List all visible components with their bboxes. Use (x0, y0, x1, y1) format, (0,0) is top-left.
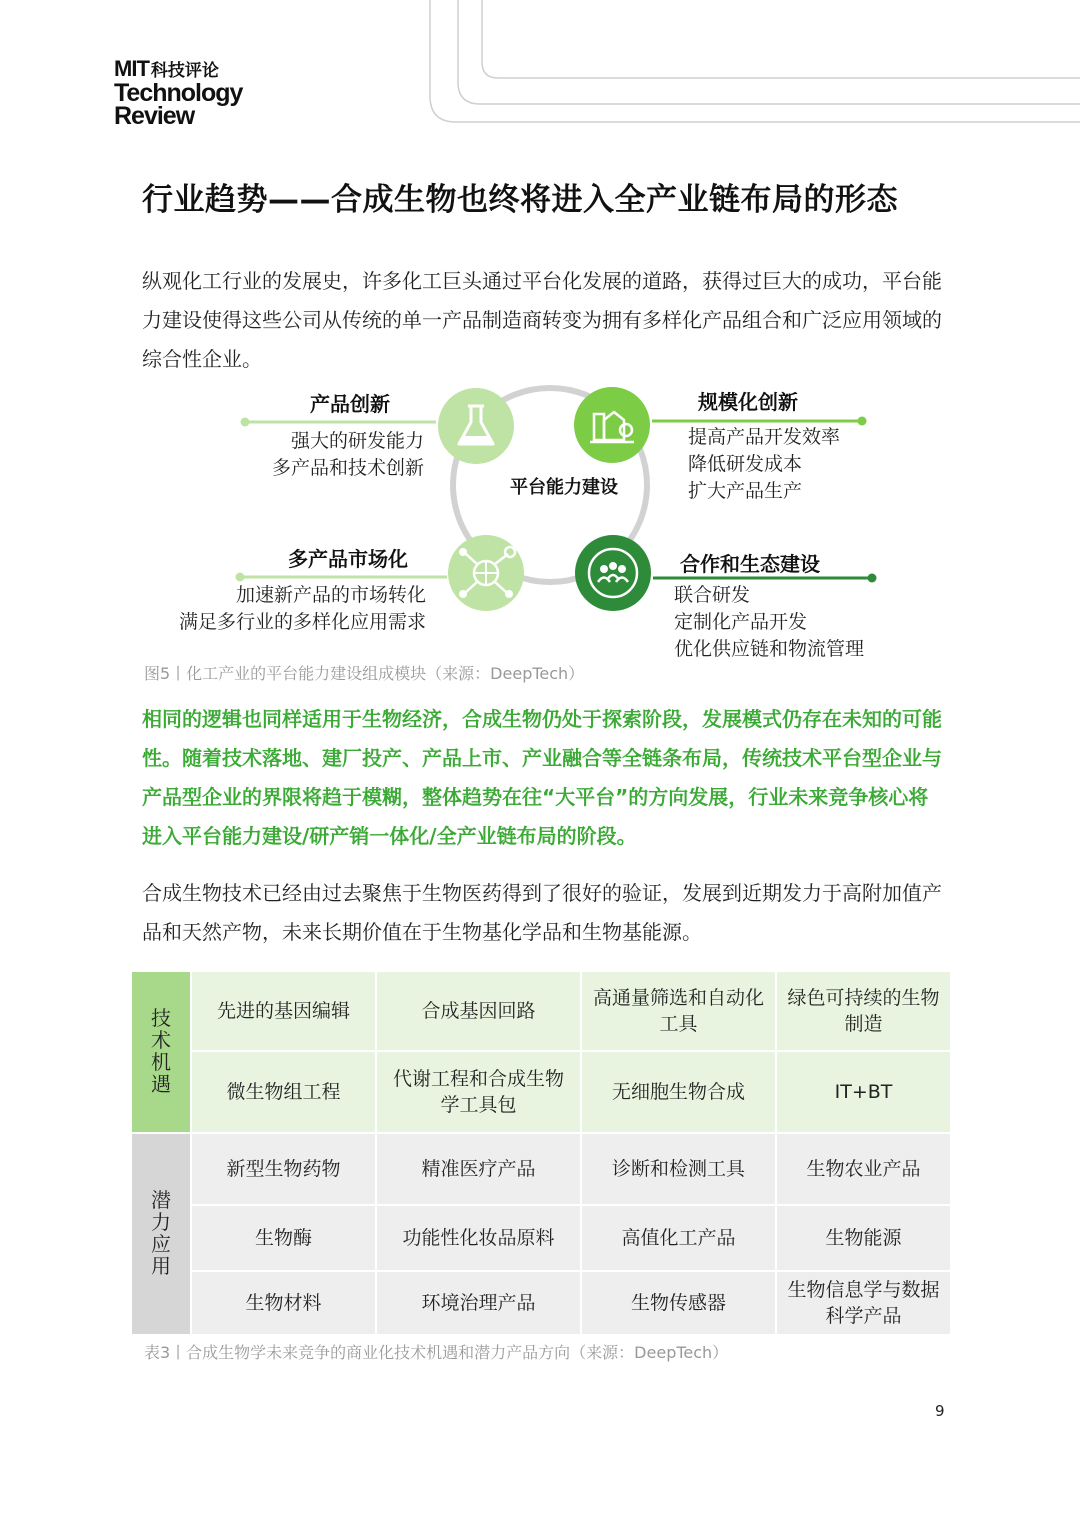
figure-caption: 图5丨化工产业的平台能力建设组成模块（来源：DeepTech） (144, 664, 585, 683)
table-cell: 生物材料 (191, 1271, 376, 1335)
table-cell: 生物传感器 (581, 1271, 776, 1335)
logo-technology: Technology (114, 79, 243, 107)
module-line: 降低研发成本 (688, 453, 803, 475)
table-cell: 诊断和检测工具 (581, 1133, 776, 1205)
module-line: 扩大产品生产 (688, 480, 803, 502)
connector-dot (858, 417, 867, 426)
module-lines-ecosystem (674, 582, 864, 663)
diagram-center-label: 平台能力建设 (510, 477, 618, 498)
module-line: 满足多行业的多样化应用需求 (178, 611, 426, 633)
page-number: 9 (935, 1402, 945, 1420)
table-cell: 高通量筛选和自动化工具 (581, 971, 776, 1051)
table-cell: 先进的基因编辑 (191, 971, 376, 1051)
table-cell: 微生物组工程 (191, 1051, 376, 1133)
table-cell: 环境治理产品 (376, 1271, 581, 1335)
module-line: 提高产品开发效率 (688, 426, 841, 448)
table-cell: 精准医疗产品 (376, 1133, 581, 1205)
module-title-scale-innovation: 规模化创新 (698, 390, 798, 414)
people-icon (575, 535, 651, 611)
network-icon (448, 535, 524, 611)
module-lines-scale-innovation (688, 424, 840, 505)
connector-dot (241, 418, 250, 427)
highlight-paragraph: 相同的逻辑也同样适用于生物经济，合成生物仍处于探索阶段，发展模式仍存在未知的可能性。随着技术落地、建厂投产、产品上市、产业融合等全链条布局，传统技术平台型企业与产品型企业的界限将趋于模糊，整体趋势在往“大平台”的方向发展，行业未来竞争核心将进入平台能力建设/研产销一体化/全产业链布局的阶段。 (142, 707, 942, 848)
logo-mit: MIT (114, 56, 149, 81)
potential-application-label: 潜力应用 (131, 1133, 191, 1335)
table-cell: 高值化工产品 (581, 1205, 776, 1271)
table-cell: 无细胞生物合成 (581, 1051, 776, 1133)
factory-icon (574, 387, 650, 463)
table-row (131, 1051, 951, 1133)
table-cell: 生物酶 (191, 1205, 376, 1271)
table-cell: 功能性化妆品原料 (376, 1205, 581, 1271)
module-line: 加速新产品的市场转化 (235, 584, 426, 606)
table-row (131, 1133, 951, 1205)
table-cell: 生物能源 (776, 1205, 951, 1271)
module-line: 强大的研发能力 (290, 430, 424, 452)
table-cell: IT+BT (776, 1051, 951, 1133)
module-line: 联合研发 (674, 584, 751, 606)
table-caption: 表3丨合成生物学未来竞争的商业化技术机遇和潜力产品方向（来源：DeepTech） (144, 1343, 729, 1362)
table-row (131, 971, 951, 1051)
table-row (131, 1205, 951, 1271)
module-line: 多产品和技术创新 (271, 457, 424, 479)
page-title: 行业趋势——合成生物也终将进入全产业链布局的形态 (142, 182, 898, 218)
connector-dot (868, 574, 877, 583)
module-title-product-innovation: 产品创新 (310, 392, 390, 416)
connector-dot (236, 573, 245, 582)
table-row (131, 1271, 951, 1335)
table-cell: 生物农业产品 (776, 1133, 951, 1205)
table-cell: 生物信息学与数据科学产品 (776, 1271, 951, 1335)
decorative-corner-lines (420, 0, 1080, 130)
module-line: 优化供应链和物流管理 (674, 638, 865, 660)
logo-cn: 科技评论 (150, 61, 219, 80)
flask-icon (438, 388, 514, 464)
table-cell: 合成基因回路 (376, 971, 581, 1051)
module-lines-multi-product-market (126, 582, 426, 636)
opportunity-table (130, 970, 952, 1336)
module-line: 定制化产品开发 (674, 611, 808, 633)
table-cell: 代谢工程和合成生物学工具包 (376, 1051, 581, 1133)
tech-opportunity-label: 技术机遇 (131, 971, 191, 1133)
module-lines-product-innovation (214, 428, 424, 482)
logo-review: Review (114, 102, 195, 130)
module-title-multi-product-market: 多产品市场化 (288, 547, 408, 571)
module-title-ecosystem: 合作和生态建设 (680, 552, 820, 576)
table-cell: 绿色可持续的生物制造 (776, 971, 951, 1051)
intro-paragraph: 纵观化工行业的发展史，许多化工巨头通过平台化发展的道路，获得过巨大的成功，平台能力建设使得这些公司从传统的单一产品制造商转变为拥有多样化产品组合和广泛应用领域的综合性企业。 (142, 269, 942, 371)
body-paragraph: 合成生物技术已经由过去聚焦于生物医药得到了很好的验证，发展到近期发力于高附加值产品和天然产物，未来长期价值在于生物基化学品和生物基能源。 (142, 881, 942, 944)
table-cell: 新型生物药物 (191, 1133, 376, 1205)
mit-technology-review-logo (114, 58, 242, 129)
